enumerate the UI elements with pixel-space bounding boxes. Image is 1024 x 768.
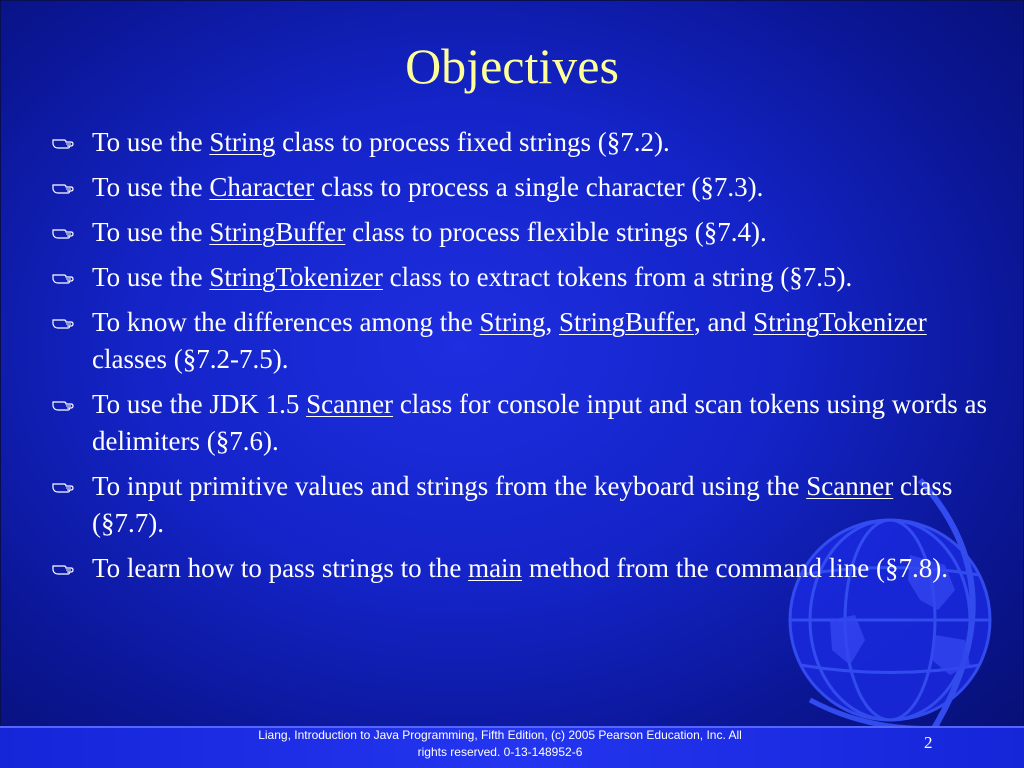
pointing-hand-icon <box>52 179 74 197</box>
pointing-hand-icon <box>52 314 74 332</box>
scanner-link[interactable]: Scanner <box>806 471 894 501</box>
footer-copyright <box>200 727 800 761</box>
pointing-hand-icon <box>52 478 74 496</box>
pointing-hand-icon <box>52 224 74 242</box>
footer-line-2: rights reserved. 0-13-148952-6 <box>417 745 583 759</box>
list-item: To use the StringTokenizer class to extract tokens from a string (§7.5). <box>52 259 1002 296</box>
list-item: To know the differences among the String, StringBuffer, and StringTokenizer classes (§7.2-7.5). <box>52 304 1002 378</box>
list-item: To use the Character class to process a single character (§7.3). <box>52 169 1002 206</box>
objectives-list <box>52 124 1002 595</box>
list-item: To use the StringBuffer class to process flexible strings (§7.4). <box>52 214 1002 251</box>
page-number: 2 <box>924 733 933 752</box>
list-item: To use the String class to process fixed strings (§7.2). <box>52 124 1002 161</box>
character-link[interactable]: Character <box>209 172 315 202</box>
pointing-hand-icon <box>52 396 74 414</box>
string-link[interactable]: String <box>479 307 546 337</box>
footer-line-1: Liang, Introduction to Java Programming, Fifth Edition, (c) 2005 Pearson Education, Inc. All <box>258 728 742 742</box>
stringtokenizer-link[interactable]: StringTokenizer <box>209 262 383 292</box>
string-link[interactable]: String <box>209 127 276 157</box>
stringtokenizer-link[interactable]: StringTokenizer <box>753 307 927 337</box>
slide-title: Objectives <box>405 38 619 94</box>
pointing-hand-icon <box>52 134 74 152</box>
stringbuffer-link[interactable]: StringBuffer <box>209 217 346 247</box>
list-item: To use the JDK 1.5 Scanner class for console input and scan tokens using words as delimiters (§7.6). <box>52 386 1002 460</box>
main-link[interactable]: main <box>468 553 523 583</box>
scanner-link[interactable]: Scanner <box>306 389 394 419</box>
pointing-hand-icon <box>52 560 74 578</box>
list-item: To learn how to pass strings to the main method from the command line (§7.8). <box>52 550 1002 587</box>
pointing-hand-icon <box>52 269 74 287</box>
list-item: To input primitive values and strings from the keyboard using the Scanner class (§7.7). <box>52 468 1002 542</box>
stringbuffer-link[interactable]: StringBuffer <box>559 307 694 337</box>
